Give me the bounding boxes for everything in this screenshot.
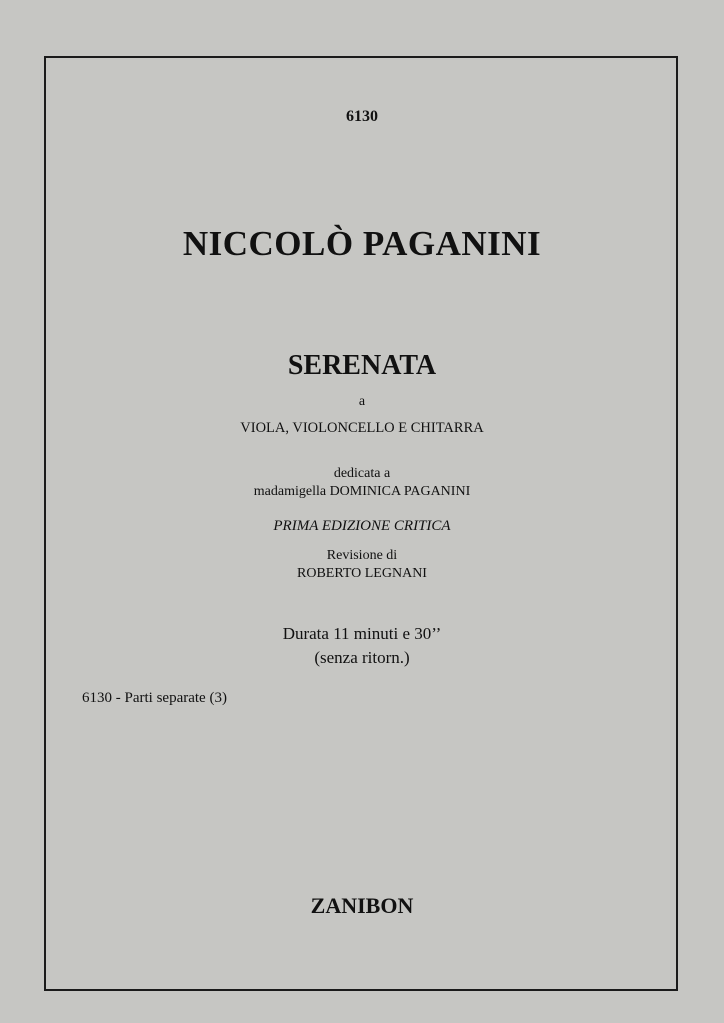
duration-line-1: Durata 11 minuti e 30’’ bbox=[282, 624, 442, 643]
dedication-line-1: dedicata a bbox=[333, 466, 391, 481]
work-title: SERENATA bbox=[287, 350, 437, 381]
parts-info: 6130 - Parti separate (3) bbox=[82, 690, 227, 706]
composer-name: NICCOLÒ PAGANINI bbox=[182, 224, 542, 263]
preposition-text: a bbox=[358, 394, 366, 409]
instrumentation-text: VIOLA, VIOLONCELLO E CHITARRA bbox=[240, 420, 484, 436]
revision-line-2: ROBERTO LEGNANI bbox=[297, 566, 427, 581]
revision-line-1: Revisione di bbox=[326, 548, 398, 563]
edition-text: PRIMA EDIZIONE CRITICA bbox=[273, 518, 451, 534]
dedication-line-2: madamigella DOMINICA PAGANINI bbox=[253, 484, 471, 499]
catalog-number: 6130 bbox=[346, 108, 378, 125]
duration-line-2: (senza ritorn.) bbox=[314, 648, 410, 667]
publisher-name: ZANIBON bbox=[310, 893, 414, 918]
